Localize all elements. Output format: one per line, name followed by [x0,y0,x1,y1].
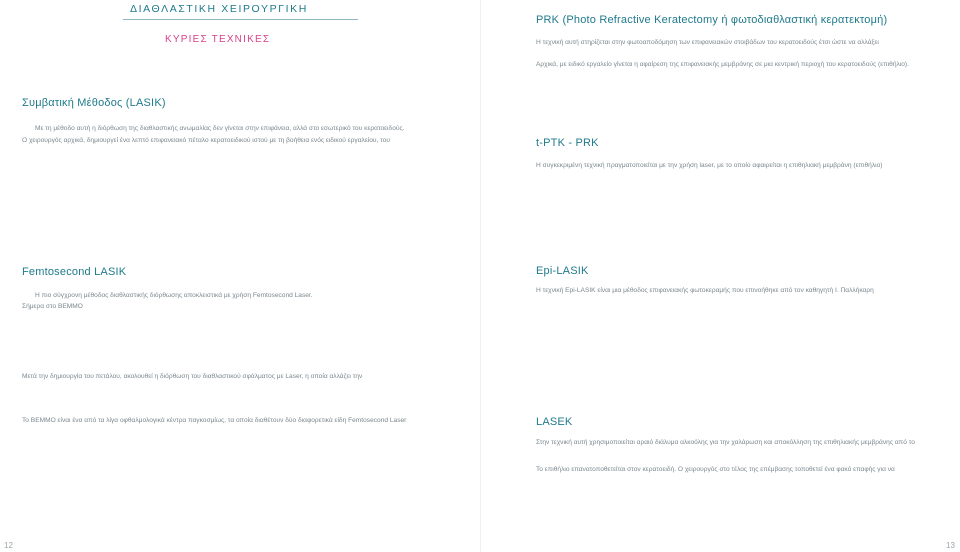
section-subtitle: ΚΥΡΙΕΣ ΤΕΧΝΙΚΕΣ [165,34,271,45]
page-gutter [480,0,481,552]
lasik-heading: Συμβατική Μέθοδος (LASIK) [22,97,166,109]
femto-paragraph-1: Η πιο σύγχρονη μέθοδος διαθλαστικής διόρθωσης αποκλειστικά με χρήση Femtosecond Laser. [35,292,313,299]
femto-heading: Femtosecond LASIK [22,266,127,278]
lasek-paragraph-2: Το επιθήλιο επανατοποθετείται στον κερατοειδή. Ο χειρουργός στο τέλος της επέμβασης τοποθετεί ένα φακό επαφής για να [536,466,895,473]
tprk-heading: t-PTK - PRK [536,137,599,149]
tprk-paragraph-1: Η συγκεκριμένη τεχνική πραγματοποιείται με την χρήση laser, με το οποίο αφαιρείται η επιθηλιακή μεμβράνη (επιθήλιο) [536,162,883,169]
femto-paragraph-3: Μετά την δημιουργία του πετάλου, ακολουθεί η διόρθωση του διαθλαστικού σφάλματος με Laser, η οποία αλλάζει την [22,373,363,380]
title-rule [123,19,358,20]
lasik-paragraph-1: Με τη μέθοδο αυτή η διόρθωση της διαθλαστικής ανωμαλίας δεν γίνεται στην επιφάνεια, αλλά στο εσωτερικό του κερατοειδούς. [35,125,405,132]
epi-lasik-paragraph-1: Η τεχνική Epi-LASIK είναι μια μέθοδος επιφανειακής φωτοκεραμής που επινοήθηκε από τον καθηγητή Ι. Παλλήκαρη [536,287,874,294]
epi-lasik-heading: Epi-LASIK [536,265,589,277]
page-number-left: 12 [4,541,13,550]
femto-paragraph-4: Το ΒΕΜΜΟ είναι ένα από τα λίγα οφθαλμολογικά κέντρα παγκοσμίως, τα οποία διαθέτουν δύο διαφορετικά είδη Femtosecond Laser [22,417,407,424]
page-number-right: 13 [946,541,955,550]
lasek-paragraph-1: Στην τεχνική αυτή χρησιμοποιείται αραιό διάλυμα αλκοόλης για την χαλάρωση και αποκόλληση της επιθηλιακής μεμβράνης από το [536,439,915,446]
lasik-paragraph-2: Ο χειρουργός αρχικά, δημιουργεί ένα λεπτό επιφανειακό πέταλο κερατοειδικού ιστού με τη βοήθεια ενός ειδικού εργαλείου, του [22,137,390,144]
spread-title: ΔΙΑΘΛΑΣΤΙΚΗ ΧΕΙΡΟΥΡΓΙΚΗ [130,3,308,15]
lasek-heading: LASEK [536,416,573,428]
prk-heading: PRK (Photo Refractive Keratectomy ή φωτοδιαθλαστική κερατεκτομή) [536,14,888,26]
prk-paragraph-1: Η τεχνική αυτή στηρίζεται στην φωτοαποδόμηση των επιφανειακών στοιβάδων του κερατοειδούς έτσι ώστε να αλλάξει [536,39,879,46]
prk-paragraph-2: Αρχικά, με ειδικό εργαλείο γίνεται η αφαίρεση της επιφανειακής μεμβράνης σε μια κεντρική περιοχή του κερατοειδούς (επιθήλιο). [536,61,909,68]
femto-paragraph-2: Σήμερα στο ΒΕΜΜΟ [22,303,83,310]
